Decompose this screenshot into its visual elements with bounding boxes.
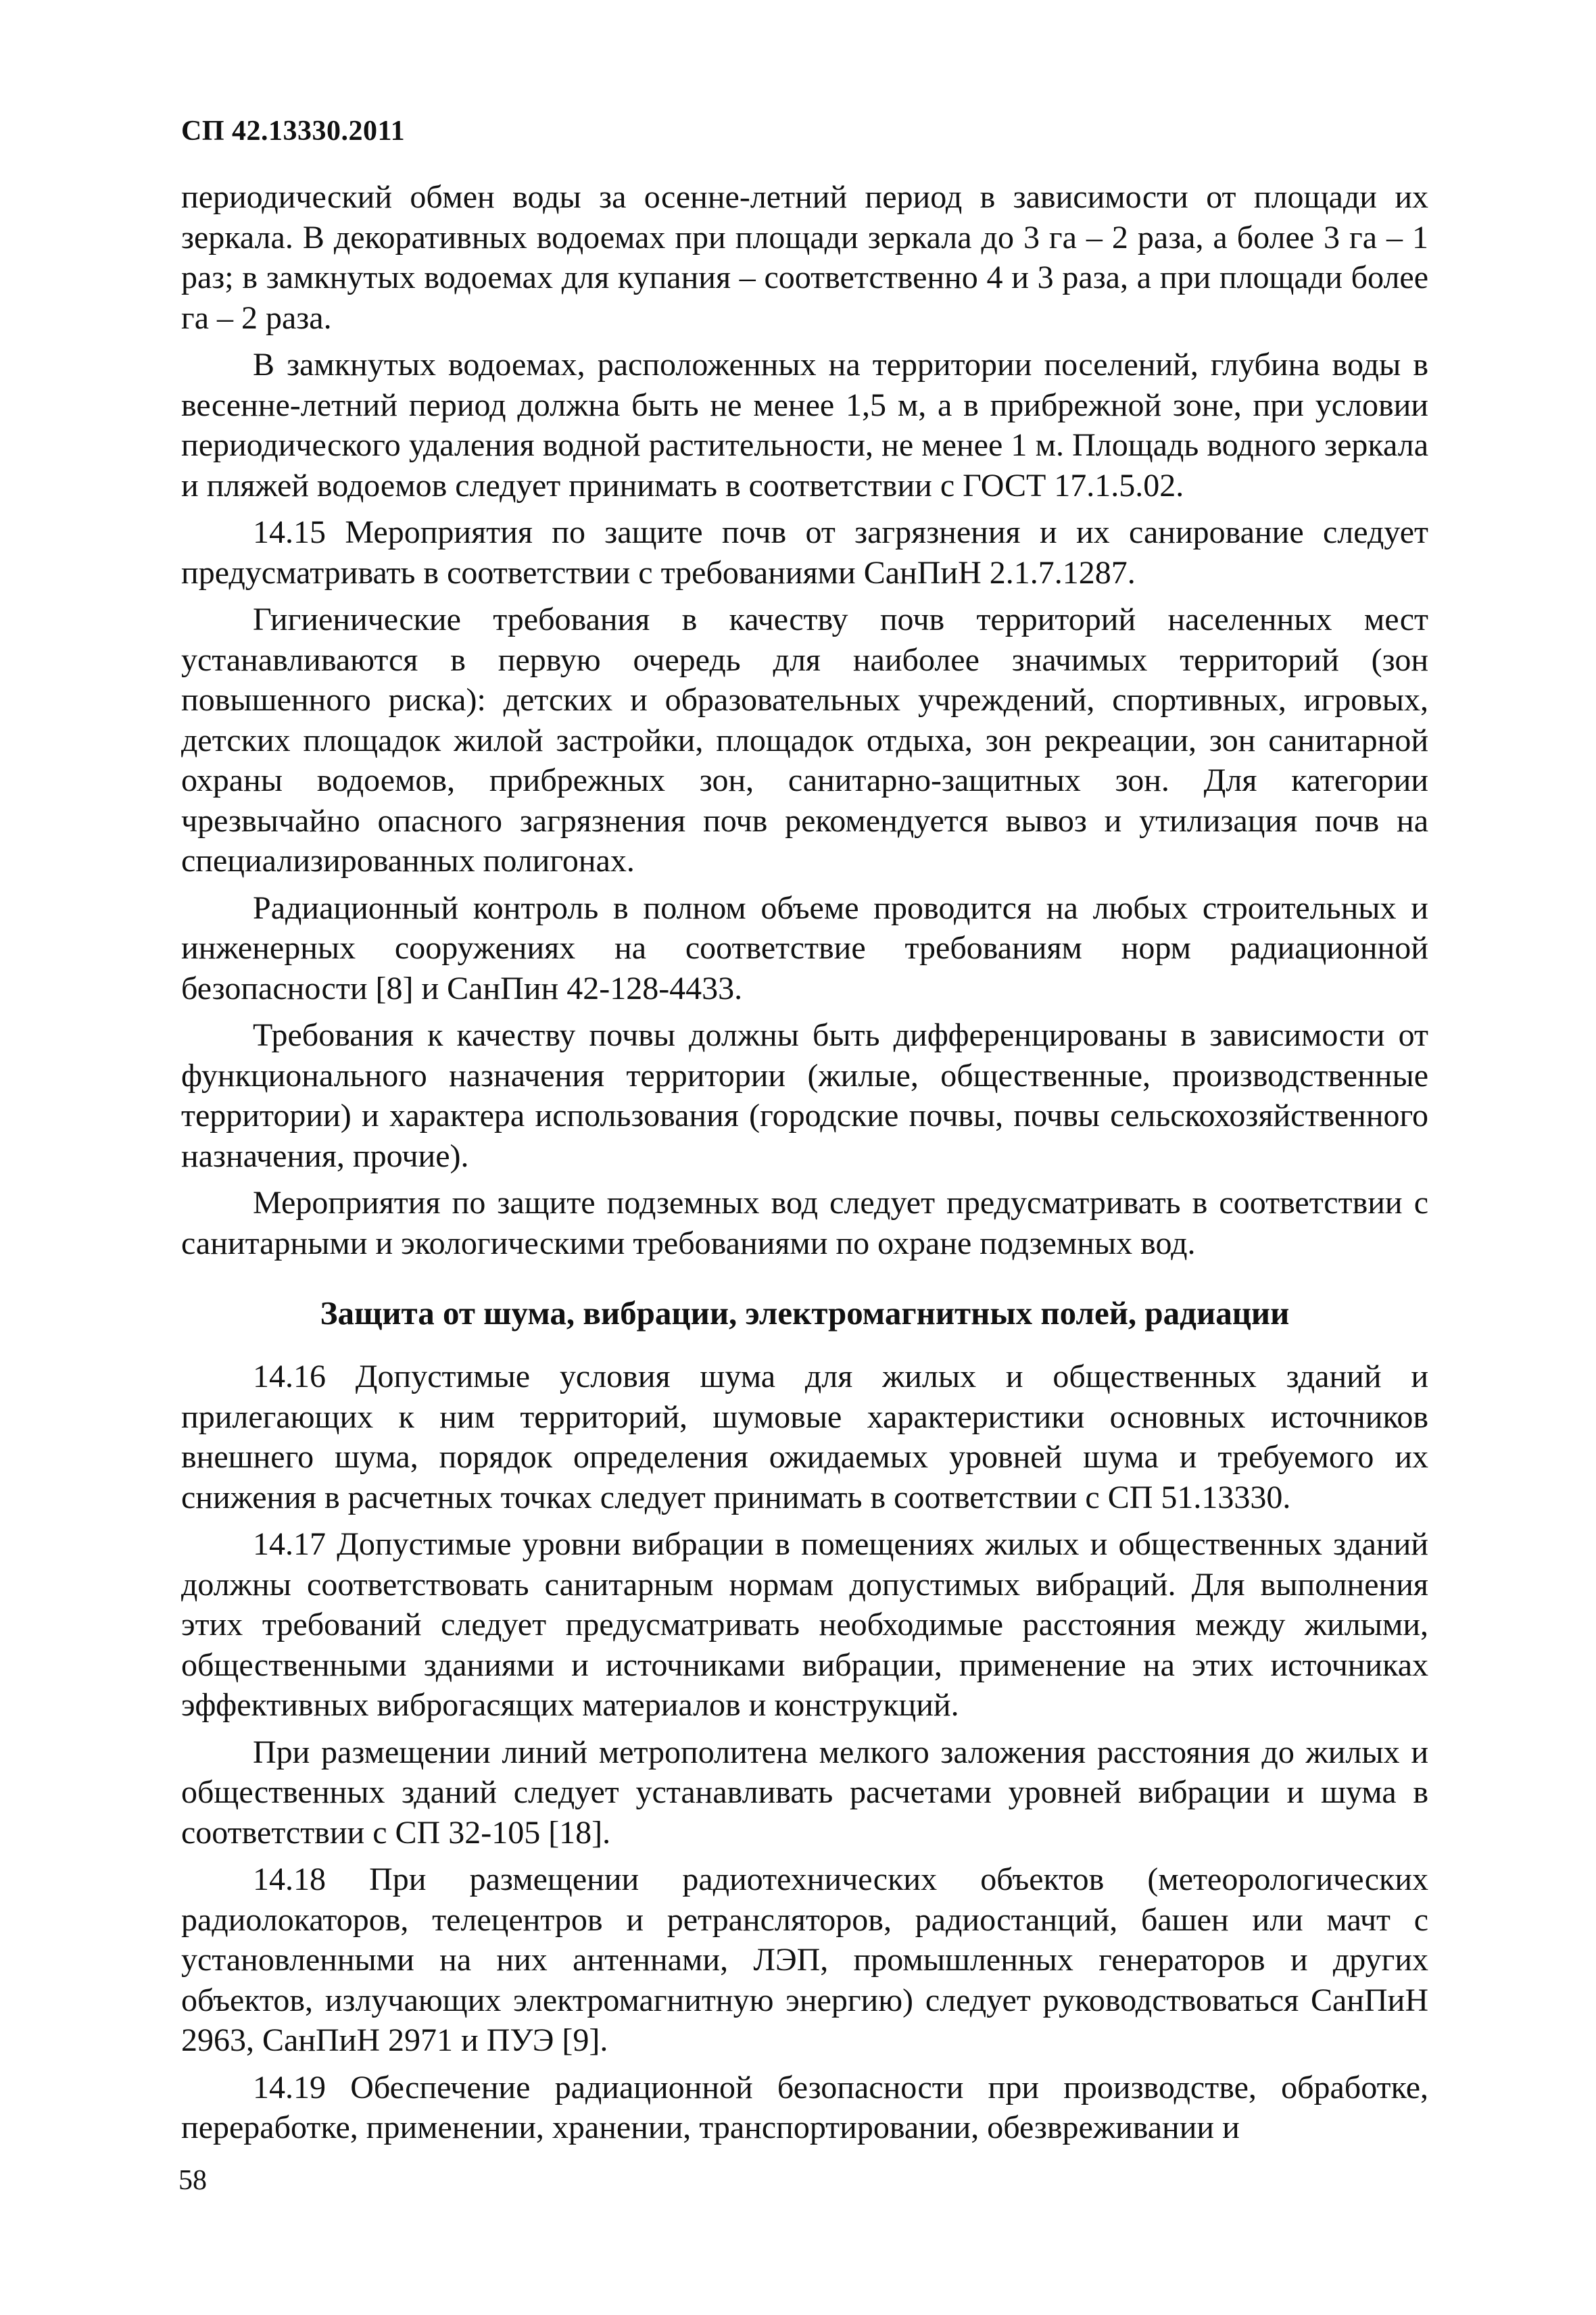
paragraph: Мероприятия по защите подземных вод следует предусматривать в соответствии с санитарными и экологическими требованиями по охране подземных вод. — [181, 1185, 1428, 1261]
section-heading: Защита от шума, вибрации, электромагнитных полей, радиации — [320, 1294, 1290, 1332]
paragraph-14-19: 14.19 Обеспечение радиационной безопасности при производстве, обработке, переработке, применении, хранении, транспортировании, обезвреживании и — [181, 2069, 1428, 2145]
paragraph: Гигиенические требования в качеству почв территорий населенных мест устанавливаются в первую очередь для наиболее значимых территорий (зон повышенного риска): детских и образовательных учреждений, спортивных, игровых, детских площадок жилой застройки, площадок отдыха, зон рекреации, зон санитарной охраны водоемов, прибрежных зон, санитарно-защитных зон. Для категории чрезвычайно опасного загрязнения почв рекомендуется вывоз и утилизация почв на специализированных полигонах. — [181, 602, 1428, 879]
paragraph: Радиационный контроль в полном объеме проводится на любых строительных и инженерных сооружениях на соответствие требованиям норм радиационной безопасности [8] и СанПин 42-128-4433. — [181, 890, 1428, 1006]
paragraph: Требования к качеству почвы должны быть дифференцированы в зависимости от функционального назначения территории (жилые, общественные, производственные территории) и характера использования (городские почвы, почвы сельскохозяйственного назначения, прочие). — [181, 1017, 1428, 1174]
paragraph-continuation: периодический обмен воды за осенне-летний период в зависимости от площади их зеркала. В декоративных водоемах при площади зеркала до 3 га – 2 раза, а более 3 га – 1 раз; в замкнутых водоемах для купания – соответственно 4 и 3 раза, а при площади более га – 2 раза. — [181, 179, 1428, 336]
paragraph: В замкнутых водоемах, расположенных на территории поселений, глубина воды в весенне-летний период должна быть не менее 1,5 м, а в прибрежной зоне, при условии периодического удаления водной растительности, не менее 1 м. Площадь водного зеркала и пляжей водоемов следует принимать в соответствии с ГОСТ 17.1.5.02. — [181, 347, 1428, 504]
paragraph-14-15: 14.15 Мероприятия по защите почв от загрязнения и их санирование следует предусматривать в соответствии с требованиями СанПиН 2.1.7.1287. — [181, 514, 1428, 591]
paragraph: При размещении линий метрополитена мелкого заложения расстояния до жилых и общественных зданий следует устанавливать расчетами уровней вибрации и шума в соответствии с СП 32-105 [18]. — [181, 1734, 1428, 1851]
paragraph-14-17: 14.17 Допустимые уровни вибрации в помещениях жилых и общественных зданий должны соответствовать санитарным нормам допустимых вибраций. Для выполнения этих требований следует предусматривать необходимые расстояния между жилыми, общественными зданиями и источниками вибрации, применение на этих источниках эффективных виброгасящих материалов и конструкций. — [181, 1526, 1428, 1723]
document-code-header: СП 42.13330.2011 — [181, 116, 406, 147]
document-body — [181, 177, 1428, 2155]
page-number: 58 — [178, 2165, 207, 2196]
paragraph-14-18: 14.18 При размещении радиотехнических объектов (метеорологических радиолокаторов, телецентров и ретрансляторов, радиостанций, башен или мачт с установленными на них антеннами, ЛЭП, промышленных генераторов и других объектов, излучающих электромагнитную энергию) следует руководствоваться СанПиН 2963, СанПиН 2971 и ПУЭ [9]. — [181, 1861, 1428, 2058]
paragraph-14-16: 14.16 Допустимые условия шума для жилых и общественных зданий и прилегающих к ним территорий, шумовые характеристики основных источников внешнего шума, порядок определения ожидаемых уровней шума и требуемого их снижения в расчетных точках следует принимать в соответствии с СП 51.13330. — [181, 1359, 1428, 1515]
